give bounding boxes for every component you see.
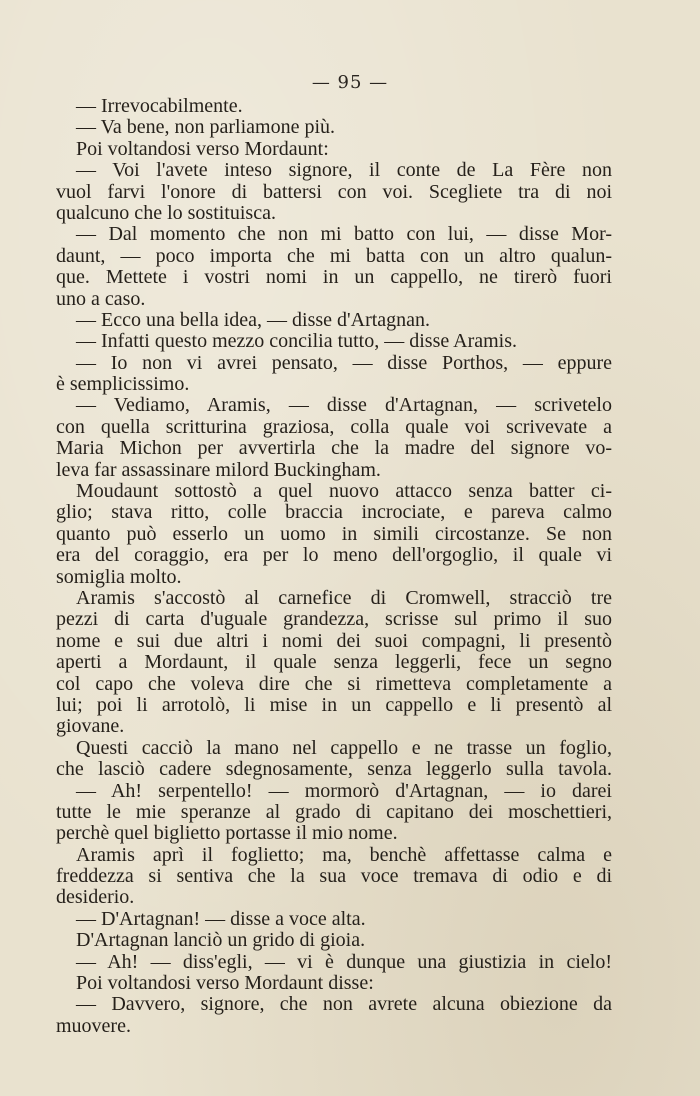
text-line: — D'Artagnan! — disse a voce alta. [76,908,366,930]
text-line: lui; poi li arrotolò, li mise in un cappello e li presentò al [56,694,612,716]
text-line: Moudaunt sottostò a quel nuovo attacco senza batter ci- [76,481,612,503]
text-line: col capo che voleva dire che si rimetteva completamente a [56,673,612,695]
text-line: nome e sui due altri i nomi dei suoi compagni, li presentò [56,630,612,652]
text-line: somiglia molto. [56,566,182,588]
text-line: — Va bene, non parliamone più. [76,117,336,139]
text-line: è semplicissimo. [56,374,190,396]
text-line: muovere. [56,1015,131,1037]
text-line: desiderio. [56,887,135,909]
text-line: tutte le mie speranze al grado di capitano dei moschettieri, [56,801,612,823]
text-line: aperti a Mordaunt, il quale senza leggerli, fece un segno [56,652,612,674]
text-line: — Vediamo, Aramis, — disse d'Artagnan, — scrivetelo [76,395,612,417]
text-line: Aramis aprì il foglietto; ma, benchè affettasse calma e [76,844,612,866]
text-line: pezzi di carta d'uguale grandezza, scrisse sul primo il suo [56,609,612,631]
text-line: Maria Michon per avvertirla che la madre del signore vo- [56,438,612,460]
text-line: uno a caso. [56,288,146,310]
text-line: Poi voltandosi verso Mordaunt disse: [76,973,374,995]
text-line: leva far assassinare milord Buckingham. [56,459,381,481]
text-line: perchè quel biglietto portasse il mio nome. [56,823,398,845]
text-line: vuol farvi l'onore di battersi con voi. Scegliete tra di noi [56,181,612,203]
text-line: — Infatti questo mezzo concilia tutto, — disse Aramis. [76,331,518,353]
text-line: — Dal momento che non mi batto con lui, — disse Mor- [76,224,612,246]
text-line: con quella scritturina graziosa, colla quale voi scrivevate a [56,416,612,438]
text-line: — Ah! serpentello! — mormorò d'Artagnan, — io darei [76,780,612,802]
text-line: quanto può esserlo un uomo in simili circostanze. Se non [56,523,612,545]
text-line: che lasciò cadere sdegnosamente, senza leggerlo sulla tavola. [56,759,612,781]
text-line: Aramis s'accostò al carnefice di Cromwell, stracciò tre [76,587,612,609]
body-text [56,96,612,1037]
text-line: Questi cacciò la mano nel cappello e ne trasse un foglio, [76,737,612,759]
text-line: qualcuno che lo sostituisca. [56,202,276,224]
text-line: que. Mettete i vostri nomi in un cappello, ne tirerò fuori [56,267,612,289]
text-line: — Voi l'avete inteso signore, il conte de La Fère non [76,160,612,182]
page-number: — 95 — [311,72,389,93]
text-line: — Ah! — diss'egli, — vi è dunque una giustizia in cielo! [76,951,612,973]
text-line: daunt, — poco importa che mi batta con un altro qualun- [56,245,612,267]
text-line: glio; stava ritto, colle braccia incrociate, e pareva calmo [56,502,612,524]
text-line: — Irrevocabilmente. [76,96,243,117]
text-line: — Io non vi avrei pensato, — disse Porthos, — eppure [76,352,612,374]
text-line: D'Artagnan lanciò un grido di gioia. [76,930,366,952]
text-line: era del coraggio, era per lo meno dell'orgoglio, il quale vi [56,545,612,567]
text-line: freddezza si sentiva che la sua voce tremava di odio e di [56,866,612,888]
text-line: Poi voltandosi verso Mordaunt: [76,138,329,160]
text-line: giovane. [56,716,125,738]
text-line: — Davvero, signore, che non avrete alcuna obiezione da [76,994,612,1016]
text-line: — Ecco una bella idea, — disse d'Artagnan. [76,309,431,331]
